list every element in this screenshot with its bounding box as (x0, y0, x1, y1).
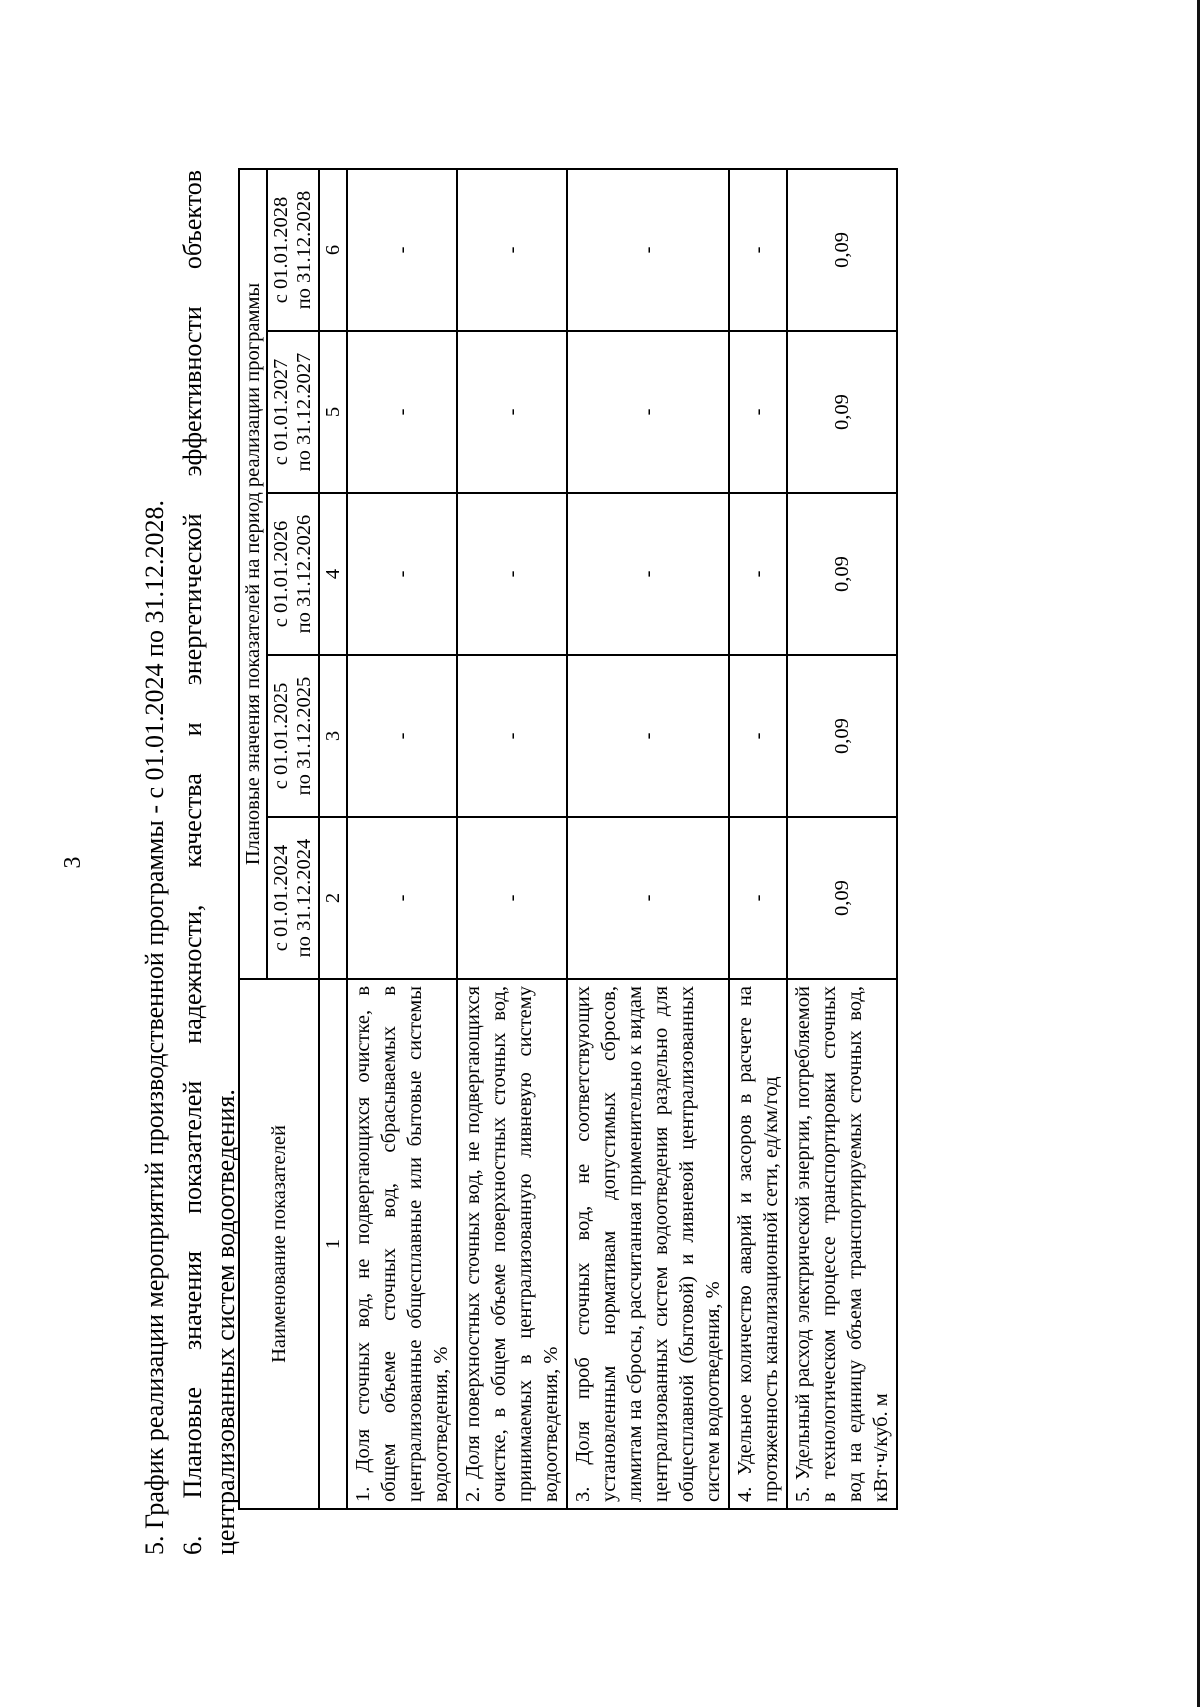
indicator-name: 1. Доля сточных вод, не подвергающихся очистке, в общем объеме сточных вод, сбрасываемых в централизованные общесплавные или бытовые системы водоотведения, % (347, 979, 457, 1509)
indicator-name: 4. Удельное количество аварий и засоров в расчете на протяженность канализационной сети, ед/км/год (729, 979, 787, 1509)
period-header-2028 (267, 169, 319, 331)
period-to: по 31.12.2024 (293, 838, 315, 958)
indicator-value: - (457, 493, 567, 655)
indicator-value: - (567, 817, 729, 979)
period-from: с 01.01.2026 (270, 520, 292, 628)
indicator-value: - (347, 169, 457, 331)
indicator-value: - (729, 655, 787, 817)
indicator-value: 0,09 (787, 331, 897, 493)
paragraph-6 (176, 170, 242, 1555)
indicator-value: 0,09 (787, 655, 897, 817)
page-number: 3 (60, 856, 86, 869)
table-row (457, 169, 567, 1509)
indicator-name: 5. Удельный расход электрической энергии, потребляемой в технологическом процессе транспортировки сточных вод на единицу объема транспортируемых сточных вод, кВт·ч/куб. м (787, 979, 897, 1509)
period-header-2024 (267, 817, 319, 979)
indicator-value: - (457, 817, 567, 979)
indicator-value: - (567, 331, 729, 493)
indicator-value: - (567, 493, 729, 655)
period-to: по 31.12.2027 (293, 352, 315, 472)
column-number: 3 (319, 655, 347, 817)
paragraph-5: 5. График реализации мероприятий производственной программы - с 01.01.2024 по 31.12.2028. (140, 500, 169, 1555)
indicator-value: - (347, 817, 457, 979)
indicator-value: - (567, 169, 729, 331)
indicator-value: - (729, 169, 787, 331)
period-from: с 01.01.2028 (270, 196, 292, 304)
indicator-value: - (347, 655, 457, 817)
indicator-value: 0,09 (787, 493, 897, 655)
period-to: по 31.12.2026 (293, 514, 315, 634)
paragraph-6-line-2: централизованных систем водоотведения. (211, 1089, 240, 1555)
table-header-row-1 (239, 169, 267, 1509)
indicator-name: 3. Доля проб сточных вод, не соответствующих установленным нормативам допустимых сбросов, лимитам на сбросы, рассчитанная применительно к видам централизованных систем водоотведения раздельно для общесплавной (бытовой) и ливневой централизованных систем водоотведения, % (567, 979, 729, 1509)
column-number: 4 (319, 493, 347, 655)
header-period: Плановые значения показателей на период реализации программы (239, 169, 267, 979)
table-row (729, 169, 787, 1509)
column-number: 5 (319, 331, 347, 493)
indicator-value: - (567, 655, 729, 817)
period-to: по 31.12.2028 (293, 190, 315, 310)
indicator-value: - (347, 331, 457, 493)
paragraph-6-line-1: 6. Плановые значения показателей надежности, качества и энергетической эффективности объектов (178, 170, 207, 1555)
indicator-value: 0,09 (787, 169, 897, 331)
column-number: 1 (319, 979, 347, 1509)
indicator-value: - (729, 817, 787, 979)
period-to: по 31.12.2025 (293, 676, 315, 796)
indicator-value: - (347, 493, 457, 655)
period-from: с 01.01.2024 (270, 844, 292, 952)
indicator-value: - (729, 331, 787, 493)
period-header-2027 (267, 331, 319, 493)
table-row (347, 169, 457, 1509)
indicators-table (238, 168, 898, 1510)
period-header-2025 (267, 655, 319, 817)
indicator-value: - (729, 493, 787, 655)
table-row (567, 169, 729, 1509)
column-number: 6 (319, 169, 347, 331)
indicator-value: - (457, 655, 567, 817)
period-from: с 01.01.2025 (270, 682, 292, 790)
column-number: 2 (319, 817, 347, 979)
rotated-page-content (60, 170, 1060, 1555)
indicator-value: - (457, 169, 567, 331)
indicator-name: 2. Доля поверхностных сточных вод, не подвергающихся очистке, в общем объеме поверхностных сточных вод, принимаемых в централизованную ливневую систему водоотведения, % (457, 979, 567, 1509)
period-header-2026 (267, 493, 319, 655)
period-from: с 01.01.2027 (270, 358, 292, 466)
indicator-value: 0,09 (787, 817, 897, 979)
header-indicator-name: Наименование показателей (239, 979, 319, 1509)
indicator-value: - (457, 331, 567, 493)
table-row (787, 169, 897, 1509)
column-number-row (319, 169, 347, 1509)
